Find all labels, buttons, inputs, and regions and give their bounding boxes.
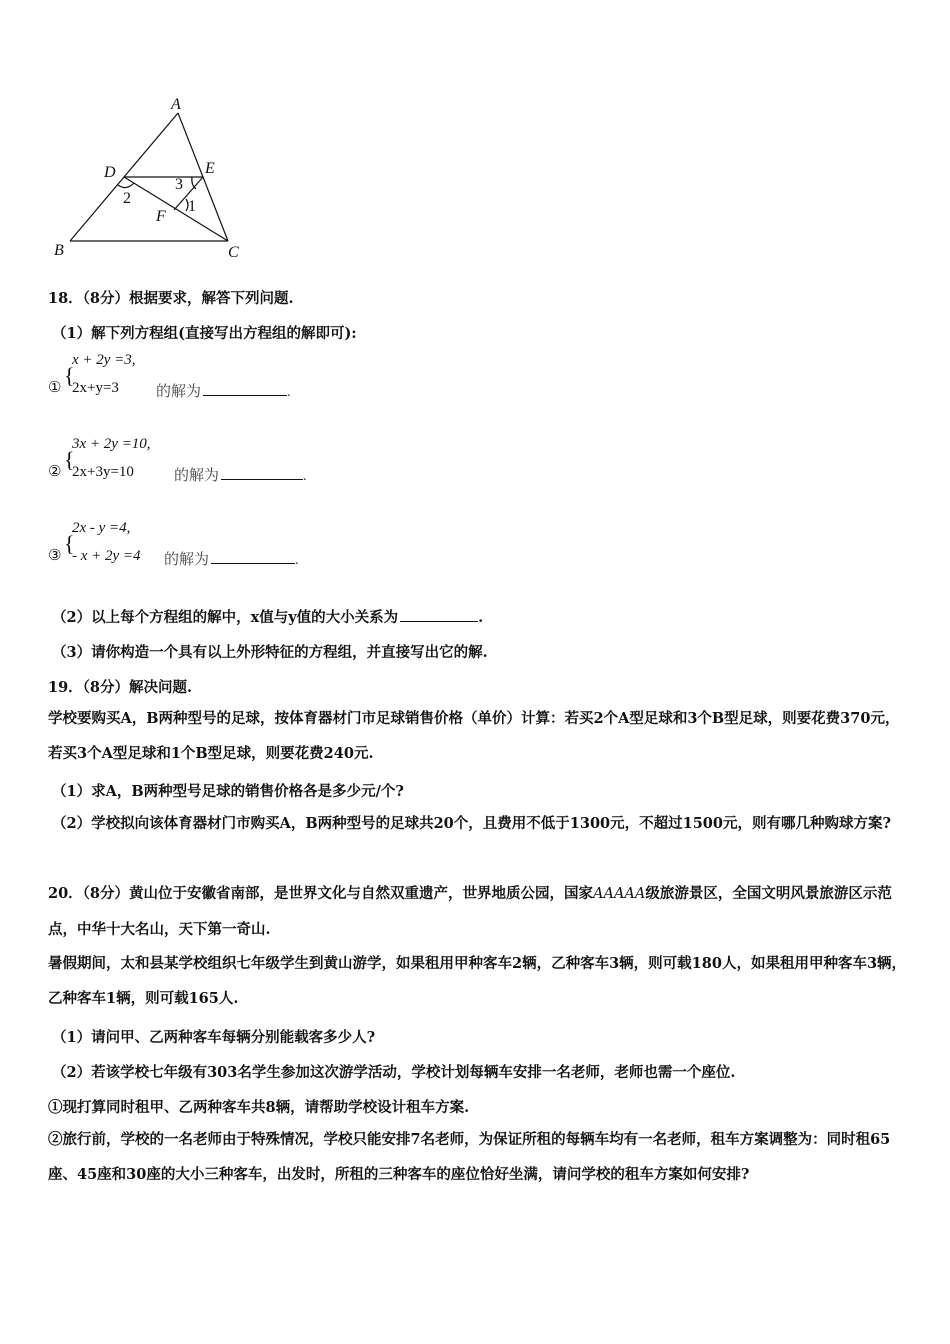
q20-title-pre: 20．（8分）黄山位于安徽省南部，是世界文化与自然双重遗产，世界地质公园，国家 bbox=[48, 885, 594, 902]
label-angle1: 1 bbox=[188, 198, 196, 215]
answer-blank-4[interactable] bbox=[400, 620, 478, 622]
equation-1b: 2x+y=3 bbox=[72, 380, 119, 396]
q19-part2: （2）学校拟向该体育器材门市购买A，B两种型号的足球共20个，且费用不低于1300元，不超过1500元，则有哪几种购球方案? bbox=[52, 815, 891, 832]
label-C: C bbox=[228, 244, 239, 261]
circled-number-1: ① bbox=[48, 380, 62, 396]
equation-system-3: ③ { 2x - y =4, - x + 2y =4 的解为 . bbox=[48, 520, 299, 568]
label-B: B bbox=[54, 242, 64, 259]
solution-label-3: 的解为 bbox=[164, 552, 210, 568]
q18-part1: （1）解下列方程组(直接写出方程组的解即可): bbox=[52, 325, 357, 342]
equation-2a: 3x + 2y =10, bbox=[72, 436, 151, 452]
q20-sub2: ②旅行前，学校的一名老师由于特殊情况，学校只能安排7名老师，为保证所租的每辆车均有一名老师，租车方案调整为：同时租65座、45座和30座的大小三种客车，出发时，所租的三种客车的座位恰好坐满，请问学校的租车方案如何安排? bbox=[48, 1131, 891, 1183]
q20-part2: （2）若该学校七年级有303名学生参加这次游学活动，学校计划每辆车安排一名老师，老师也需一个座位. bbox=[52, 1064, 736, 1081]
circled-number-3: ③ bbox=[48, 548, 62, 564]
equation-2b: 2x+3y=10 bbox=[72, 464, 134, 480]
aaaaa-rating: AAAAA bbox=[593, 886, 646, 902]
triangle-figure bbox=[50, 95, 260, 265]
answer-blank-2[interactable] bbox=[221, 478, 303, 480]
q18-title: 18．（8分）根据要求，解答下列问题. bbox=[48, 290, 294, 307]
label-D: D bbox=[104, 164, 116, 181]
q20-sub1: ①现打算同时租甲、乙两种客车共8辆，请帮助学校设计租车方案. bbox=[48, 1099, 470, 1116]
solution-label-1: 的解为 bbox=[156, 384, 202, 400]
q19-part1: （1）求A，B两种型号足球的销售价格各是多少元/个? bbox=[52, 783, 404, 800]
q20-intro: 暑假期间，太和县某学校组织七年级学生到黄山游学，如果租用甲种客车2辆，乙种客车3辆，则可载180人，如果租用甲种客车3辆，乙种客车1辆，则可载165人. bbox=[48, 955, 907, 1007]
equation-3b: - x + 2y =4 bbox=[72, 548, 141, 564]
label-angle3: 3 bbox=[175, 176, 183, 193]
equation-3a: 2x - y =4, bbox=[72, 520, 131, 536]
angle3-arc bbox=[192, 177, 196, 189]
equation-system-1: ① { x + 2y =3, 2x+y=3 的解为 . bbox=[48, 352, 291, 400]
label-F: F bbox=[156, 208, 166, 225]
brace-icon: { bbox=[64, 531, 75, 556]
q20-title bbox=[48, 876, 908, 947]
circled-number-2: ② bbox=[48, 464, 62, 480]
brace-icon: { bbox=[64, 363, 75, 388]
q18-part3: （3）请你构造一个具有以上外形特征的方程组，并直接写出它的解. bbox=[52, 644, 488, 661]
equation-1a: x + 2y =3, bbox=[72, 352, 136, 368]
label-E: E bbox=[205, 160, 215, 177]
label-angle2: 2 bbox=[123, 190, 131, 207]
solution-label-2: 的解为 bbox=[174, 468, 220, 484]
answer-blank-1[interactable] bbox=[203, 394, 287, 396]
q18-part2: （2）以上每个方程组的解中，x值与y值的大小关系为 bbox=[52, 609, 399, 626]
brace-icon: { bbox=[64, 447, 75, 472]
angle2-arc bbox=[118, 183, 134, 188]
q20-title-post: 级旅游景区，全国文明风景旅游区示范点，中华十大名山，天下第一奇山. bbox=[48, 885, 892, 938]
answer-blank-3[interactable] bbox=[211, 562, 295, 564]
q19-title: 19．（8分）解决问题. bbox=[48, 679, 193, 696]
q19-intro: 学校要购买A，B两种型号的足球，按体育器材门市足球销售价格（单价）计算：若买2个A型足球和3个B型足球，则要花费370元，若买3个A型足球和1个B型足球，则要花费240元. bbox=[48, 710, 900, 762]
triangle-diagram bbox=[50, 95, 260, 265]
q20-part1: （1）请问甲、乙两种客车每辆分别能载客多少人? bbox=[52, 1029, 376, 1046]
label-A: A bbox=[171, 96, 181, 113]
equation-system-2: ② { 3x + 2y =10, 2x+3y=10 的解为 . bbox=[48, 436, 307, 484]
